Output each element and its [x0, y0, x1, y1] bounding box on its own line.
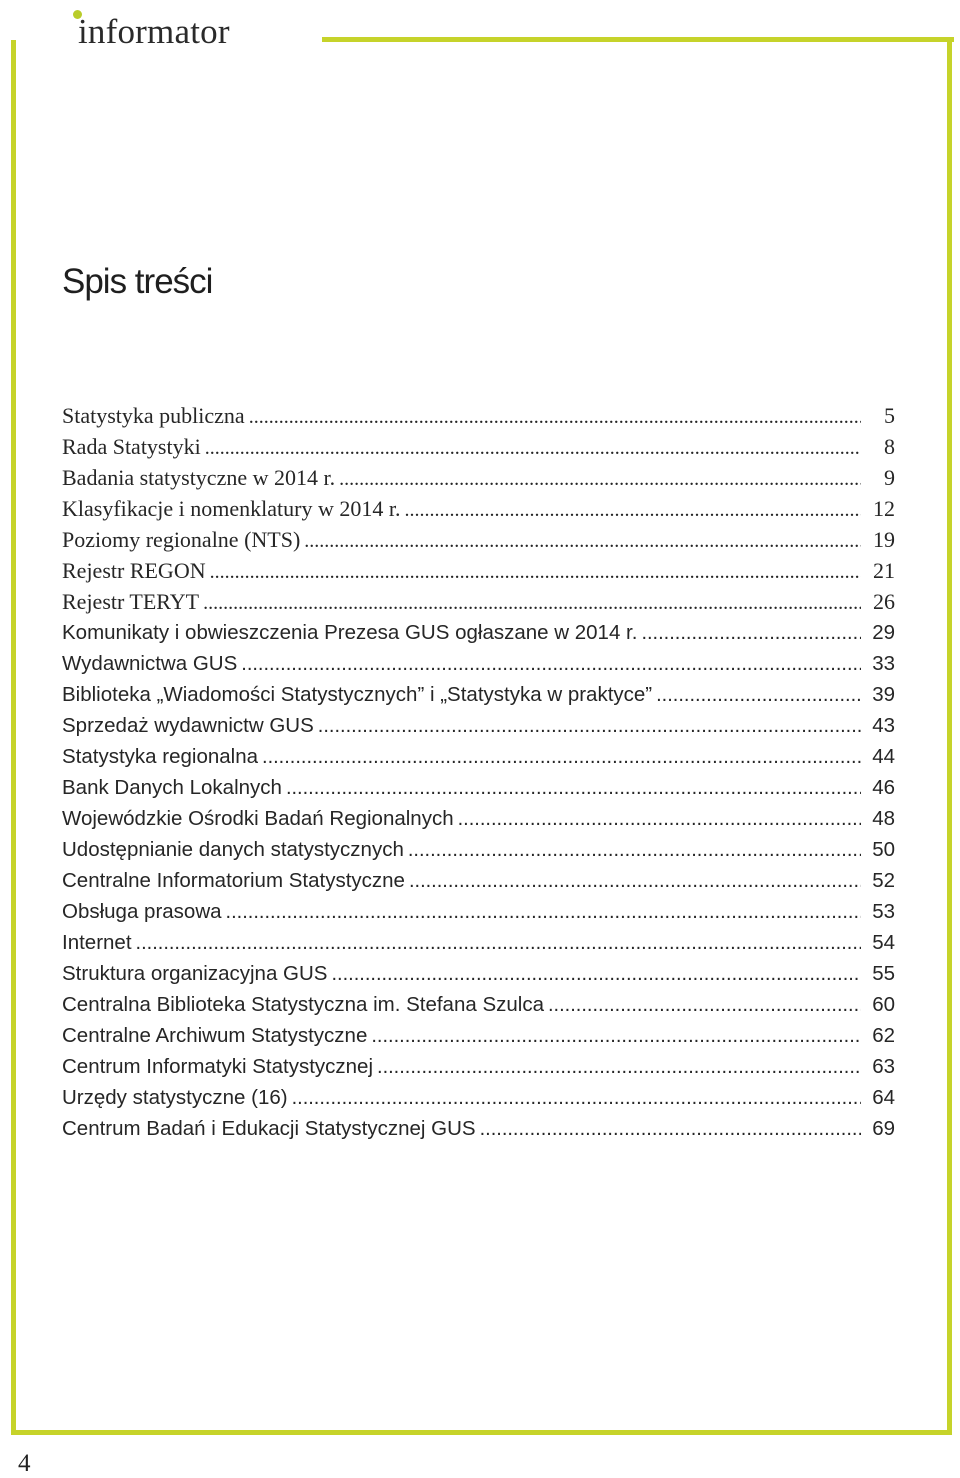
toc-entry-label: Centralna Biblioteka Statystyczna im. Stefana Szulca: [62, 993, 544, 1016]
toc-entry-page: 62: [872, 1024, 895, 1047]
toc-leader-dots: [458, 804, 861, 834]
toc-entry[interactable]: [62, 1051, 895, 1082]
page-title: Spis treści: [62, 262, 213, 301]
toc-entry[interactable]: [62, 648, 895, 679]
toc-entry-label: Biblioteka „Wiadomości Statystycznych” i „Statystyka w praktyce”: [62, 683, 653, 706]
toc-leader-dots: [210, 557, 861, 586]
toc-leader-dots: [136, 928, 861, 958]
toc-entry[interactable]: [62, 803, 895, 834]
frame-right-border: [947, 37, 952, 1434]
toc-entry-page: 43: [872, 714, 895, 737]
toc-entry-label: Urzędy statystyczne (16): [62, 1086, 288, 1109]
toc-entry[interactable]: [62, 865, 895, 896]
toc-leader-dots: [409, 866, 861, 896]
toc-leader-dots: [339, 464, 861, 493]
toc-entry-label: Obsługa prasowa: [62, 900, 222, 923]
toc-entry[interactable]: [62, 927, 895, 958]
toc-entry-label: Wojewódzkie Ośrodki Badań Regionalnych: [62, 807, 454, 830]
toc-entry-label: Badania statystyczne w 2014 r.: [62, 465, 336, 490]
toc-entry[interactable]: [62, 493, 895, 524]
toc-leader-dots: [318, 711, 861, 741]
toc-entry-page: 54: [872, 931, 895, 954]
toc-entry-label: Struktura organizacyjna GUS: [62, 962, 328, 985]
toc-leader-dots: [548, 990, 861, 1020]
toc-entry-page: 21: [873, 558, 895, 583]
toc-entry-page: 46: [872, 776, 895, 799]
toc-leader-dots: [292, 1083, 861, 1113]
toc-entry[interactable]: [62, 1113, 895, 1144]
toc-entry-page: 19: [873, 527, 895, 552]
toc-entry-page: 50: [872, 838, 895, 861]
toc-entry-page: 5: [884, 403, 895, 428]
toc-entry[interactable]: [62, 1082, 895, 1113]
toc-entry-label: Centrum Badań i Edukacji Statystycznej GUS: [62, 1117, 476, 1140]
toc-entry-label: Statystyka regionalna: [62, 745, 259, 768]
toc-entry-label: Udostępnianie danych statystycznych: [62, 838, 404, 861]
toc-leader-dots: [656, 680, 861, 710]
toc-entry-page: 9: [884, 465, 895, 490]
toc-leader-dots: [377, 1052, 861, 1082]
toc-entry-page: 55: [872, 962, 895, 985]
toc-entry[interactable]: [62, 617, 895, 648]
frame-bottom-border: [11, 1430, 952, 1435]
toc-entry[interactable]: [62, 989, 895, 1020]
toc-entry-label: Rada Statystyki: [62, 434, 201, 459]
toc-leader-dots: [226, 897, 861, 927]
toc-entry[interactable]: [62, 462, 895, 493]
toc-entry[interactable]: [62, 958, 895, 989]
page-number: 4: [18, 1450, 31, 1477]
toc-entry[interactable]: [62, 555, 895, 586]
toc-entry-label: Rejestr REGON: [62, 558, 206, 583]
toc-entry-page: 53: [872, 900, 895, 923]
toc-leader-dots: [408, 835, 861, 865]
toc-entry-page: 52: [872, 869, 895, 892]
frame-left-border: [11, 40, 16, 1435]
toc-entry-page: 39: [872, 683, 895, 706]
toc-entry[interactable]: [62, 896, 895, 927]
toc-entry[interactable]: [62, 834, 895, 865]
toc-entry-label: Centralne Archiwum Statystyczne: [62, 1024, 368, 1047]
toc-entry-label: Klasyfikacje i nomenklatury w 2014 r.: [62, 496, 401, 521]
toc-leader-dots: [641, 618, 861, 648]
brand-logo: informator: [78, 12, 230, 51]
toc-entry-page: 33: [872, 652, 895, 675]
toc-entry-page: 29: [872, 621, 895, 644]
toc-entry-label: Bank Danych Lokalnych: [62, 776, 282, 799]
toc-leader-dots: [203, 588, 861, 617]
toc-leader-dots: [249, 402, 861, 431]
toc-entry-label: Rejestr TERYT: [62, 589, 200, 614]
toc-entry[interactable]: [62, 772, 895, 803]
toc-entry[interactable]: [62, 1020, 895, 1051]
toc-entry-label: Centralne Informatorium Statystyczne: [62, 869, 405, 892]
toc-entry-page: 69: [872, 1117, 895, 1140]
toc-entry[interactable]: [62, 679, 895, 710]
toc-entry[interactable]: [62, 400, 895, 431]
toc-entry-page: 64: [872, 1086, 895, 1109]
toc-entry[interactable]: [62, 431, 895, 462]
toc-entry-label: Poziomy regionalne (NTS): [62, 527, 301, 552]
toc-leader-dots: [205, 433, 861, 462]
toc-entry-page: 48: [872, 807, 895, 830]
toc-entry-label: Statystyka publiczna: [62, 403, 245, 428]
table-of-contents: [62, 400, 895, 1144]
toc-leader-dots: [331, 959, 861, 989]
toc-entry[interactable]: [62, 741, 895, 772]
toc-leader-dots: [262, 742, 861, 772]
frame-top-border: [322, 37, 954, 42]
toc-entry[interactable]: [62, 710, 895, 741]
toc-leader-dots: [304, 526, 861, 555]
toc-entry[interactable]: [62, 586, 895, 617]
toc-entry-label: Wydawnictwa GUS: [62, 652, 238, 675]
toc-leader-dots: [371, 1021, 861, 1051]
toc-entry-page: 63: [872, 1055, 895, 1078]
toc-leader-dots: [241, 649, 861, 679]
toc-entry-label: Centrum Informatyki Statystycznej: [62, 1055, 374, 1078]
toc-entry-page: 12: [873, 496, 895, 521]
toc-entry[interactable]: [62, 524, 895, 555]
toc-leader-dots: [286, 773, 861, 803]
toc-leader-dots: [480, 1114, 861, 1144]
toc-entry-label: Internet: [62, 931, 132, 954]
toc-entry-page: 8: [884, 434, 895, 459]
toc-entry-page: 60: [872, 993, 895, 1016]
toc-entry-page: 26: [873, 589, 895, 614]
toc-entry-page: 44: [872, 745, 895, 768]
toc-leader-dots: [404, 495, 861, 524]
toc-entry-label: Sprzedaż wydawnictw GUS: [62, 714, 314, 737]
toc-entry-label: Komunikaty i obwieszczenia Prezesa GUS ogłaszane w 2014 r.: [62, 621, 638, 644]
